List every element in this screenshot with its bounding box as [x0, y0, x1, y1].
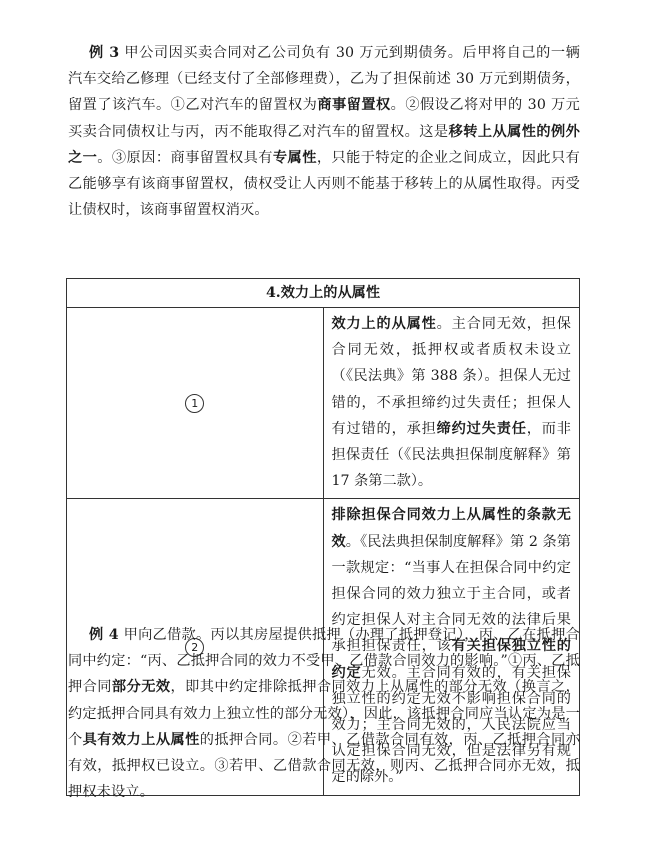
example-4-paragraph	[68, 622, 580, 805]
bold-term: 专属性	[272, 149, 317, 166]
row-content-cell	[323, 308, 580, 499]
circled-number-2: 2	[185, 638, 204, 657]
bold-term: 具有效力上从属性	[82, 731, 200, 748]
text-run: ，即其中约定排除抵押合同效力上从属性的部分无效（换言之，约定抵押合同具有效力上独立性的部分无效），因此，该抵押合同应当认定为是一个	[68, 679, 581, 748]
text-run: 。②假设乙将对甲的 30 万元买卖合同债权让与丙，丙不能取得乙对汽车的留置权。这是	[68, 97, 580, 140]
text-run: 的抵押合同。②若甲、乙借款合同有效，丙、乙抵押合同亦有效，抵押权已设立。③若甲、乙借款合同无效，则丙、乙抵押合同亦无效，抵押权未设立。	[68, 731, 581, 801]
text-run: ，只能于特定的企业之间成立，因此只有乙能够享有该商事留置权，债权受让人丙则不能基于移转上的从属性取得。丙受让债权时，该商事留置权消灭。	[68, 149, 580, 219]
table-header-row	[67, 279, 580, 308]
bold-term: 商事留置权	[317, 97, 391, 114]
text-run: 甲向乙借款。丙以其房屋提供抵押（办理了抵押登记），丙、乙在抵押合同中约定：“丙、乙抵押合同的效力不受甲、乙借款合同效力的影响。”①丙、乙抵押合同	[68, 627, 580, 696]
text-run: 。《民法典担保制度解释》第 2 条第一款规定：“当事人在担保合同中约定担保合同的效力独立于主合同，或者约定担保人对主合同无效的法律后果承担担保责任，该	[331, 533, 571, 655]
example-4-label: 例 4	[89, 627, 119, 643]
table-row	[67, 308, 580, 499]
text-run: 无效。主合同有效的，有关担保独立性的约定无效不影响担保合同的效力；主合同无效的，人民法院应当认定担保合同无效，但是法律另有规定的除外。”	[331, 664, 571, 786]
bold-term: 缔约过失责任	[436, 420, 527, 437]
bold-term: 有关担保独立性的约定	[331, 638, 571, 681]
bold-term: 移转上从属性的例外之一	[68, 123, 580, 166]
table-title: 4.效力上的从属性	[67, 279, 580, 308]
text-run: 。主合同无效，担保合同无效，抵押权或者质权未设立（《民法典》第 388 条）。担保人无过错的，不承担缔约过失责任；担保人有过错的，承担	[331, 316, 571, 437]
example-3-label: 例 3	[89, 45, 120, 61]
bold-term: 排除担保合同效力上从属性的条款无效	[331, 507, 571, 550]
text-run: ，而非担保责任（《民法典担保制度解释》第 17 条第二款）。	[331, 420, 571, 490]
bold-term: 效力上的从属性	[331, 316, 437, 332]
row-number-cell	[67, 308, 324, 499]
text-run: 甲公司因买卖合同对乙公司负有 30 万元到期债务。后甲将自己的一辆汽车交给乙修理（已经支付了全部修理费），乙为了担保前述 30 万元到期债务，留置了该汽车。①乙对汽车的留置权为	[68, 45, 580, 114]
circled-number-1: 1	[185, 394, 204, 413]
text-run: 。③原因：商事留置权具有	[97, 149, 273, 166]
bold-term: 部分无效	[111, 679, 171, 696]
example-3-paragraph	[68, 40, 580, 223]
